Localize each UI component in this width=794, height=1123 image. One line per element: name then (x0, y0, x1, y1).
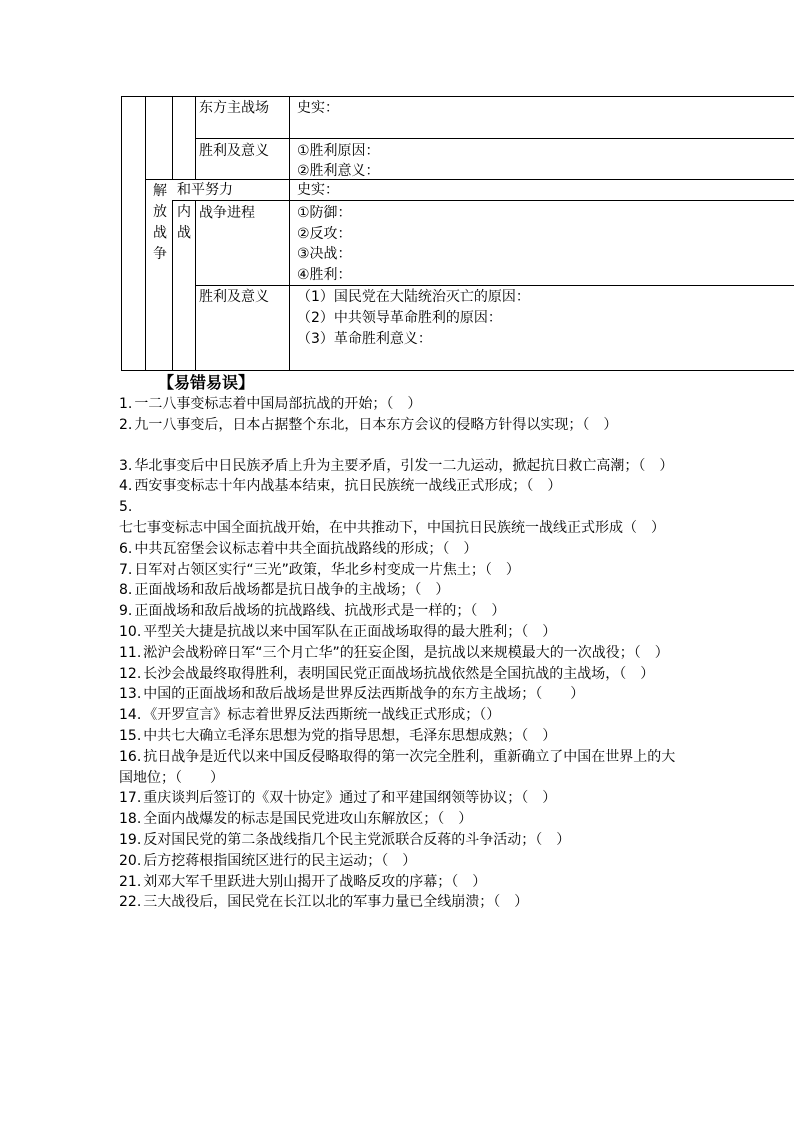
item-number: 18. (119, 811, 142, 828)
item-text: 反对国民党的第二条战线指几个民主党派联合反蒋的斗争活动；（ ） (143, 831, 571, 848)
item-text: 中共七大确立毛泽东思想为党的指导思想，毛泽东思想成熟；（ ） (143, 727, 557, 744)
item-text: 正面战场和敌后战场的抗战路线、抗战形式是一样的；（ ） (134, 603, 506, 620)
list-item (119, 415, 679, 436)
item-number: 2. (119, 416, 133, 433)
item-number: 17. (119, 790, 142, 807)
item-text: 重庆谈判后签订的《双十协定》通过了和平建国纲领等协议；（ ） (143, 790, 557, 807)
item-text: 平型关大捷是抗战以来中国军队在正面战场取得的最大胜利；（ ） (143, 623, 557, 640)
item-text: 华北事变后中日民族矛盾上升为主要矛盾，引发一二九运动，掀起抗日救亡高潮；（ ） (134, 457, 674, 474)
item-text: 全面内战爆发的标志是国民党进攻山东解放区；（ ） (143, 811, 473, 828)
item-number: 5. (119, 499, 133, 516)
item-text: 抗日战争是近代以来中国反侵略取得的第一次完全胜利，重新确立了中国在世界上的大国地位；（ ） (119, 748, 676, 786)
table-border-top (121, 96, 794, 97)
list-item (119, 747, 679, 789)
peace-effort-content: 史实： (297, 182, 339, 198)
table-col-line-1 (145, 96, 146, 371)
item-number: 10. (119, 623, 142, 640)
victory1-label: 胜利及意义 (199, 143, 269, 159)
row-line-peace (145, 179, 794, 180)
victory1-line-1: ①胜利原因： (297, 143, 380, 159)
item-text: 长沙会战最终取得胜利，表明国民党正面战场抗战依然是全国抗战的主战场，（ ） (143, 665, 655, 682)
item-number: 7. (119, 561, 133, 578)
war-progress-line-4: ④胜利： (297, 267, 352, 283)
list-item (119, 726, 679, 747)
item-number: 12. (119, 665, 142, 682)
item-number: 6. (119, 540, 133, 557)
item-text: 三大战役后，国民党在长江以北的军事力量已全线崩溃；（ ） (143, 894, 529, 911)
item-text: 《开罗宣言》标志着世界反法西斯统一战线正式形成；（） (143, 707, 501, 724)
liberation-war-char-2: 放 (153, 204, 167, 220)
list-item (119, 872, 679, 893)
list-item (119, 664, 679, 685)
review-table (0, 0, 794, 372)
table-border-left (121, 96, 122, 371)
item-text: 西安事变标志十年内战基本结束，抗日民族统一战线正式形成；（ ） (134, 478, 562, 495)
liberation-war-char-3: 战 (153, 225, 167, 241)
item-number: 3. (119, 457, 133, 474)
item-number: 13. (119, 686, 142, 703)
table-col-line-2b (172, 200, 173, 371)
victory1-line-2: ②胜利意义： (297, 163, 380, 179)
victory2-line-1: （1）国民党在大陆统治灭亡的原因： (297, 289, 530, 305)
row-line-east-victory (195, 138, 794, 139)
item-text: 一二八事变标志着中国局部抗战的开始；（ ） (134, 396, 422, 412)
section-title: 【易错易误】 (158, 373, 255, 392)
liberation-war-char-1: 解 (153, 183, 167, 199)
table-border-bottom (121, 370, 794, 371)
list-item (119, 580, 679, 601)
east-battlefield-label: 东方主战场 (199, 100, 269, 116)
list-item (119, 643, 679, 664)
item-text: 日军对占领区实行“三光”政策，华北乡村变成一片焦土；（ ） (134, 561, 520, 578)
error-question-list (119, 394, 679, 913)
list-item (119, 788, 679, 809)
war-progress-label: 战争进程 (199, 205, 255, 221)
east-battlefield-content: 史实： (297, 100, 339, 116)
item-number: 20. (119, 852, 142, 869)
item-number: 4. (119, 478, 133, 495)
item-text: 淞沪会战粉碎日军“三个月亡华”的狂妄企图，是抗战以来规模最大的一次战役；（ ） (143, 644, 669, 661)
item-number: 16. (119, 748, 142, 765)
list-item (119, 476, 679, 497)
row-line-civilwar (172, 200, 794, 201)
item-number: 15. (119, 727, 142, 744)
list-item (119, 394, 679, 415)
item-text: 后方挖蒋根指国统区进行的民主运动；（ ） (143, 852, 417, 869)
list-item (119, 705, 679, 726)
item-text: 正面战场和敌后战场都是抗日战争的主战场；（ ） (134, 582, 450, 599)
row-line-victory2 (195, 285, 794, 286)
list-item (119, 601, 679, 622)
list-item (119, 809, 679, 830)
item-number: 14. (119, 707, 142, 724)
item-text: 九一八事变后，日本占据整个东北，日本东方会议的侵略方针得以实现；（ ） (134, 416, 618, 433)
civil-war-char-2: 战 (177, 225, 191, 241)
item-text: 七七事变标志中国全面抗战开始，在中共推动下，中国抗日民族统一战线正式形成（ ） (119, 519, 665, 536)
list-item (119, 622, 679, 643)
list-item (119, 456, 679, 477)
item-number: 22. (119, 894, 142, 911)
item-text: 刘邓大军千里跃进大别山揭开了战略反攻的序幕；（ ） (143, 873, 487, 890)
list-item (119, 684, 679, 705)
item-number: 19. (119, 831, 142, 848)
list-item (119, 830, 679, 851)
table-col-line-2a (172, 96, 173, 179)
item-text: 中国的正面战场和敌后战场是世界反法西斯战争的东方主战场；（ ） (143, 686, 585, 703)
item-text: 中共瓦窑堡会议标志着中共全面抗战路线的形成；（ ） (134, 540, 478, 557)
item-number: 1. (119, 396, 133, 412)
war-progress-line-1: ①防御： (297, 205, 352, 221)
list-item (119, 497, 679, 539)
item-number: 11. (119, 644, 142, 661)
item-number: 21. (119, 873, 142, 890)
liberation-war-char-4: 争 (153, 246, 167, 262)
peace-effort-label: 和平努力 (177, 182, 233, 198)
war-progress-line-3: ③决战： (297, 246, 352, 262)
war-progress-line-2: ②反攻： (297, 226, 352, 242)
item-number: 9. (119, 603, 133, 620)
list-item (119, 851, 679, 872)
list-item (119, 539, 679, 560)
victory2-label: 胜利及意义 (199, 289, 269, 305)
civil-war-char-1: 内 (177, 204, 191, 220)
list-item (119, 560, 679, 581)
victory2-line-2: （2）中共领导革命胜利的原因： (297, 310, 502, 326)
victory2-line-3: （3）革命胜利意义： (297, 331, 432, 347)
list-item (119, 892, 679, 913)
item-number: 8. (119, 582, 133, 599)
